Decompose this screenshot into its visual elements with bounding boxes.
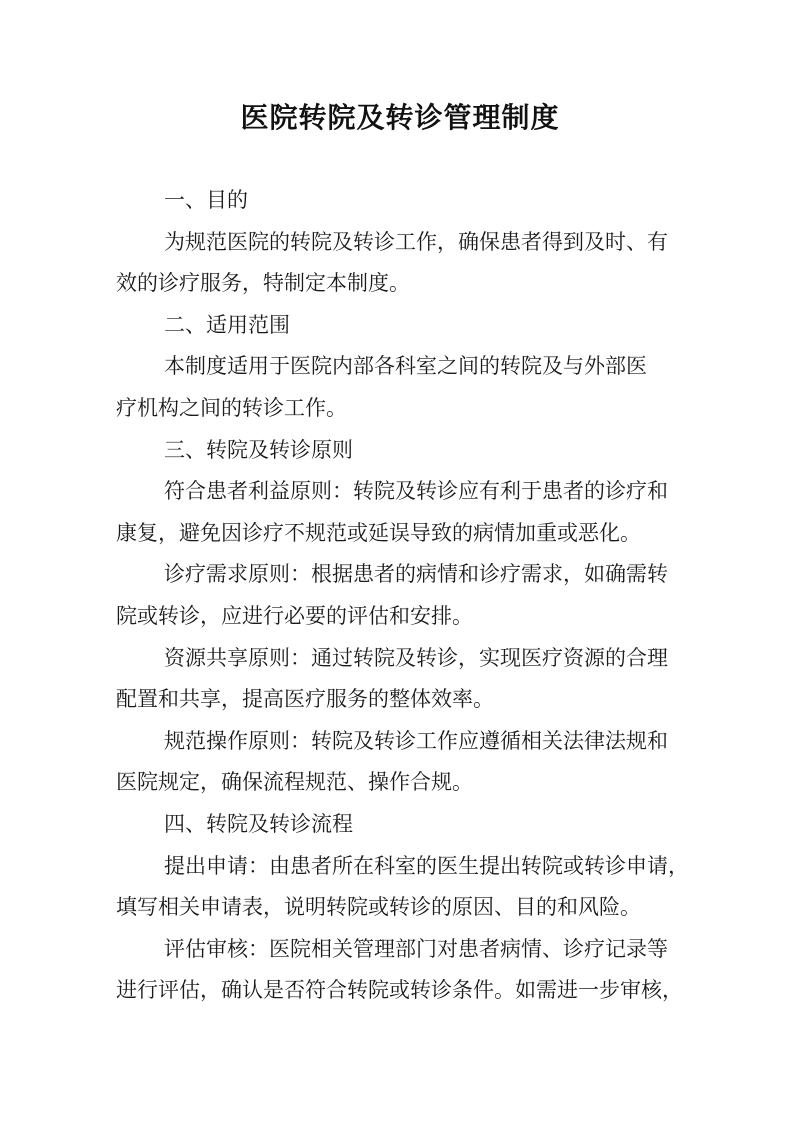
document-title: 医院转院及转诊管理制度 — [240, 101, 560, 134]
paragraph-line: 为规范医院的转院及转诊工作，确保患者得到及时、有 — [164, 229, 668, 254]
paragraph-line: 规范操作原则：转院及转诊工作应遵循相关法律法规和 — [164, 728, 668, 753]
document-body — [116, 180, 696, 1012]
paragraph-line: 疗机构之间的转诊工作。 — [116, 395, 347, 420]
paragraph-line: 院或转诊，应进行必要的评估和安排。 — [116, 603, 473, 628]
paragraph-line: 进行评估，确认是否符合转院或转诊条件。如需进一步审核， — [116, 978, 683, 1003]
paragraph-line: 本制度适用于医院内部各科室之间的转院及与外部医 — [164, 354, 647, 379]
section-heading-scope: 二、适用范围 — [164, 312, 290, 337]
section-heading-principles: 三、转院及转诊原则 — [164, 437, 353, 462]
paragraph-line: 配置和共享，提高医疗服务的整体效率。 — [116, 687, 494, 712]
paragraph-line: 康复，避免因诊疗不规范或延误导致的病情加重或恶化。 — [116, 520, 641, 545]
paragraph-line: 填写相关申请表，说明转院或转诊的原因、目的和风险。 — [116, 895, 641, 920]
paragraph-line: 医院规定，确保流程规范、操作合规。 — [116, 770, 473, 795]
paragraph-line: 效的诊疗服务，特制定本制度。 — [116, 271, 410, 296]
section-heading-process: 四、转院及转诊流程 — [164, 811, 353, 836]
paragraph-line: 资源共享原则：通过转院及转诊，实现医疗资源的合理 — [164, 645, 668, 670]
paragraph-line: 提出申请：由患者所在科室的医生提出转院或转诊申请， — [164, 853, 689, 878]
paragraph-line: 符合患者利益原则：转院及转诊应有利于患者的诊疗和 — [164, 479, 668, 504]
paragraph-line: 评估审核：医院相关管理部门对患者病情、诊疗记录等 — [164, 936, 668, 961]
section-heading-purpose: 一、目的 — [164, 188, 248, 212]
paragraph-line: 诊疗需求原则：根据患者的病情和诊疗需求，如确需转 — [164, 562, 668, 587]
